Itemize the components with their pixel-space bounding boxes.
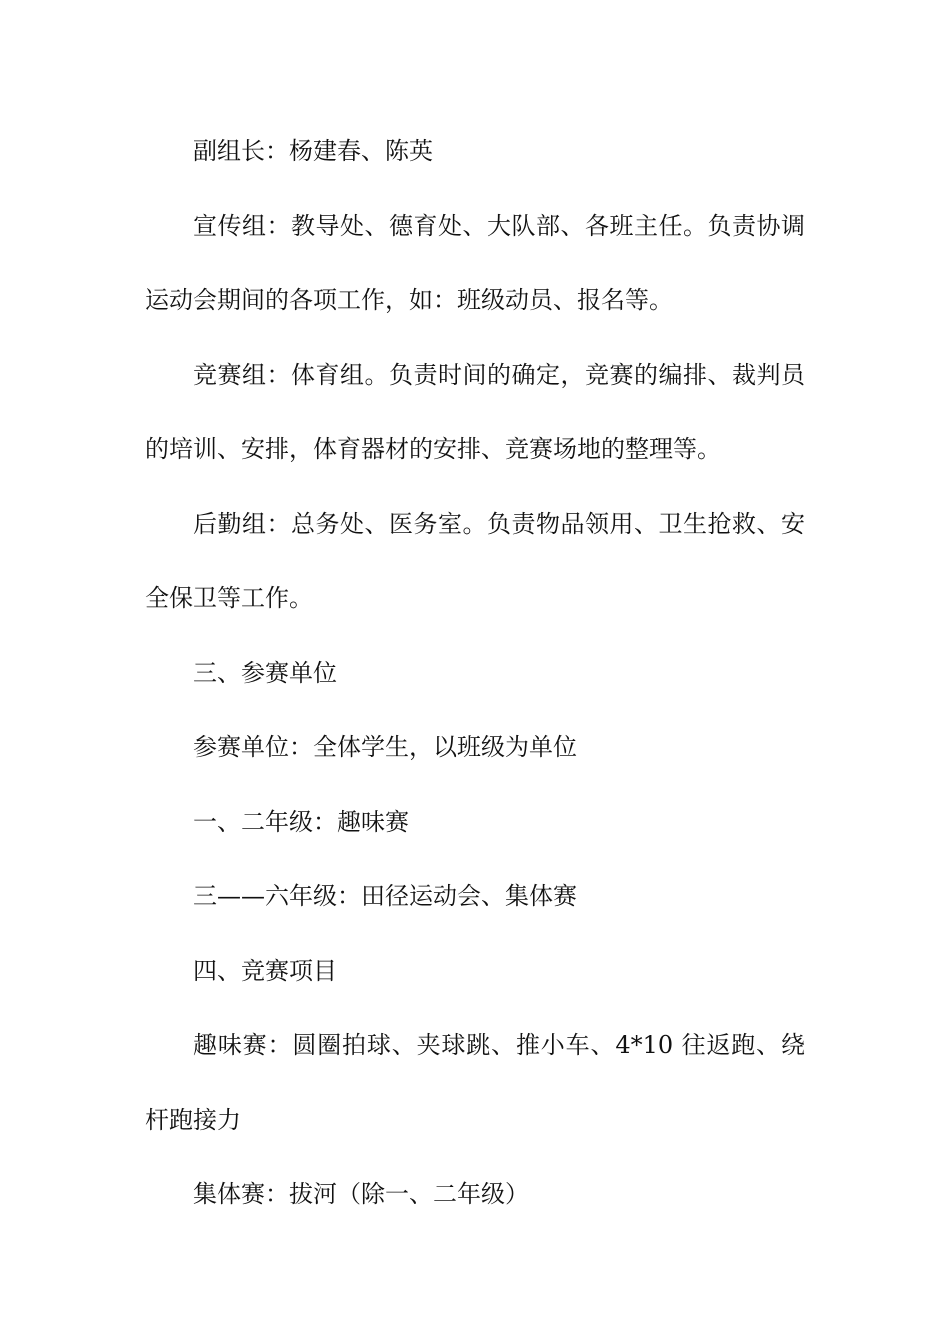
section-heading-events: 四、竞赛项目 (193, 956, 337, 985)
paragraph-publicity-group: 宣传组：教导处、德育处、大队部、各班主任。负责协调运动会期间的各项工作，如：班级动员、报名等。 (145, 211, 805, 314)
paragraph-team-events: 集体赛：拔河（除一、二年级） (193, 1180, 529, 1208)
paragraph-vice-leader: 副组长：杨建春、陈英 (193, 137, 433, 165)
section-heading-participants: 三、参赛单位 (193, 658, 337, 687)
paragraph-participant-units: 参赛单位：全体学生，以班级为单位 (193, 733, 577, 761)
paragraph-fun-events: 趣味赛：圆圈拍球、夹球跳、推小车、4*10 往返跑、绕杆跑接力 (145, 1031, 805, 1134)
paragraph-grades-3-6: 三——六年级：田径运动会、集体赛 (193, 882, 577, 910)
paragraph-grades-1-2: 一、二年级：趣味赛 (193, 807, 409, 836)
document-page (145, 114, 805, 1232)
paragraph-logistics-group: 后勤组：总务处、医务室。负责物品领用、卫生抢救、安全保卫等工作。 (145, 509, 805, 612)
paragraph-competition-group: 竞赛组：体育组。负责时间的确定，竞赛的编排、裁判员的培训、安排，体育器材的安排、竞赛场地的整理等。 (145, 360, 805, 463)
